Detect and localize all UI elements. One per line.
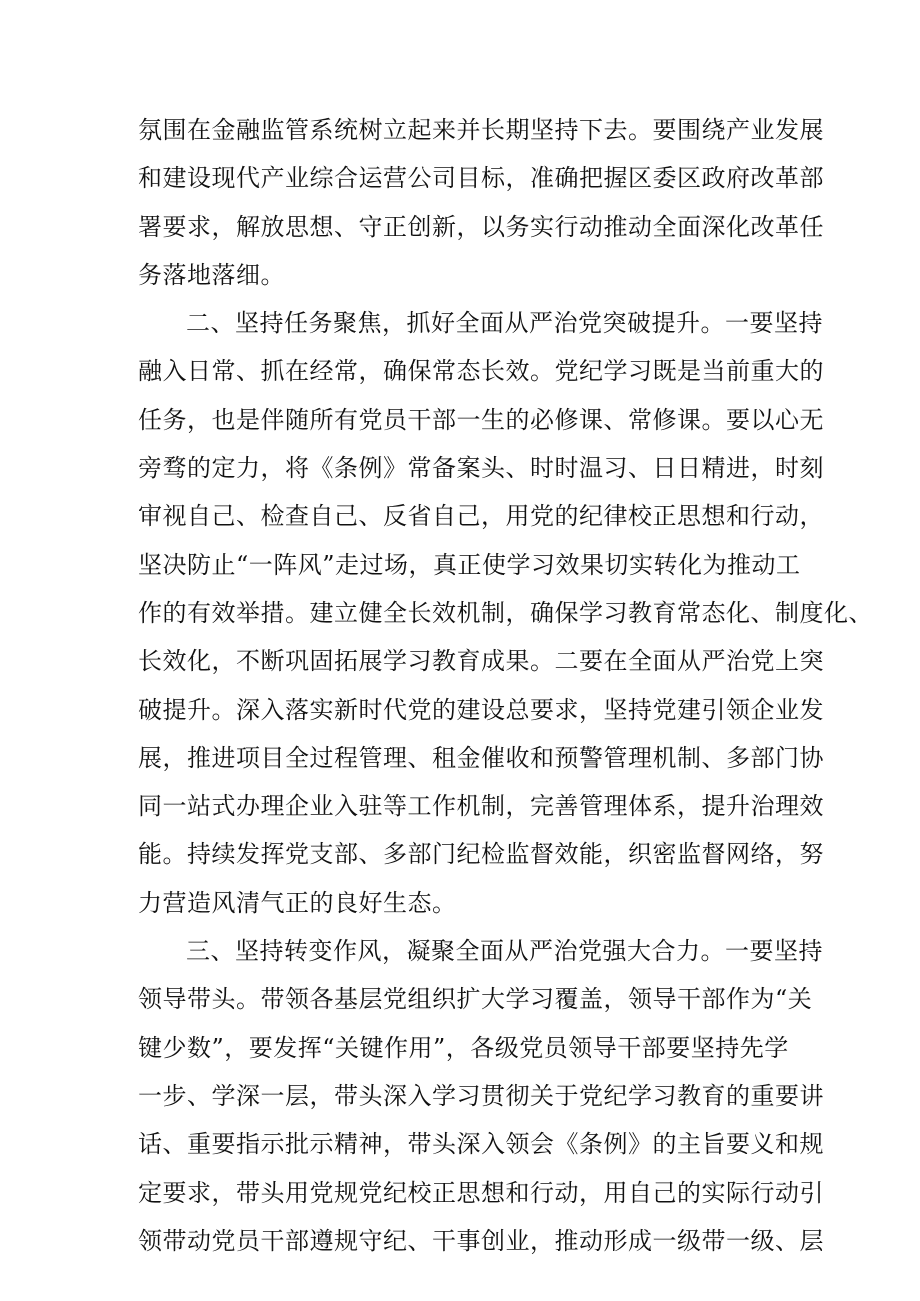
- text-line: 键少数”，要发挥“关键作用”，各级党员领导干部要坚持先学: [138, 1033, 789, 1062]
- text-line: 话、重要指示批示精神，带头深入领会《条例》的主旨要义和规: [138, 1130, 824, 1159]
- text-line: 审视自己、检查自己、反省自己，用党的纪律校正思想和行动，: [138, 502, 824, 531]
- document-body: [138, 106, 873, 1265]
- text-line: 破提升。深入落实新时代党的建设总要求，坚持党建引领企业发: [138, 695, 824, 724]
- text-line: 旁骛的定力，将《条例》常备案头、时时温习、日日精进，时刻: [138, 454, 824, 483]
- text-line: 和建设现代产业综合运营公司目标，准确把握区委区政府改革部: [138, 164, 824, 193]
- text-line: 任务，也是伴随所有党员干部一生的必修课、常修课。要以心无: [138, 405, 824, 434]
- text-line: 长效化，不断巩固拓展学习教育成果。二要在全面从严治党上突: [138, 647, 824, 676]
- text-line: 务落地落细。: [138, 260, 285, 289]
- text-line: 同一站式办理企业入驻等工作机制，完善管理体系，提升治理效: [138, 792, 824, 821]
- text-line: 领带动党员干部遵规守纪、干事创业，推动形成一级带一级、层: [138, 1226, 824, 1255]
- text-line: 作的有效举措。建立健全长效机制，确保学习教育常态化、制度化、: [138, 598, 873, 627]
- text-line: 力营造风清气正的良好生态。: [138, 888, 457, 917]
- text-line: 二、坚持任务聚焦，抓好全面从严治党突破提升。一要坚持: [186, 309, 823, 338]
- text-line: 能。持续发挥党支部、多部门纪检监督效能，织密监督网络，努: [138, 840, 824, 869]
- text-line: 定要求，带头用党规党纪校正思想和行动，用自己的实际行动引: [138, 1178, 824, 1207]
- text-line: 一步、学深一层，带头深入学习贯彻关于党纪学习教育的重要讲: [138, 1081, 824, 1110]
- text-line: 融入日常、抓在经常，确保常态长效。党纪学习既是当前重大的: [138, 357, 824, 386]
- text-line: 坚决防止“一阵风”走过场，真正使学习效果切实转化为推动工: [138, 550, 801, 579]
- text-line: 署要求，解放思想、守正创新，以务实行动推动全面深化改革任: [138, 212, 824, 241]
- text-line: 领导带头。带领各基层党组织扩大学习覆盖，领导干部作为“关: [138, 985, 813, 1014]
- text-line: 展，推进项目全过程管理、租金催收和预警管理机制、多部门协: [138, 743, 824, 772]
- text-line: 三、坚持转变作风，凝聚全面从严治党强大合力。一要坚持: [186, 937, 823, 966]
- text-line: 氛围在金融监管系统树立起来并长期坚持下去。要围绕产业发展: [138, 116, 824, 144]
